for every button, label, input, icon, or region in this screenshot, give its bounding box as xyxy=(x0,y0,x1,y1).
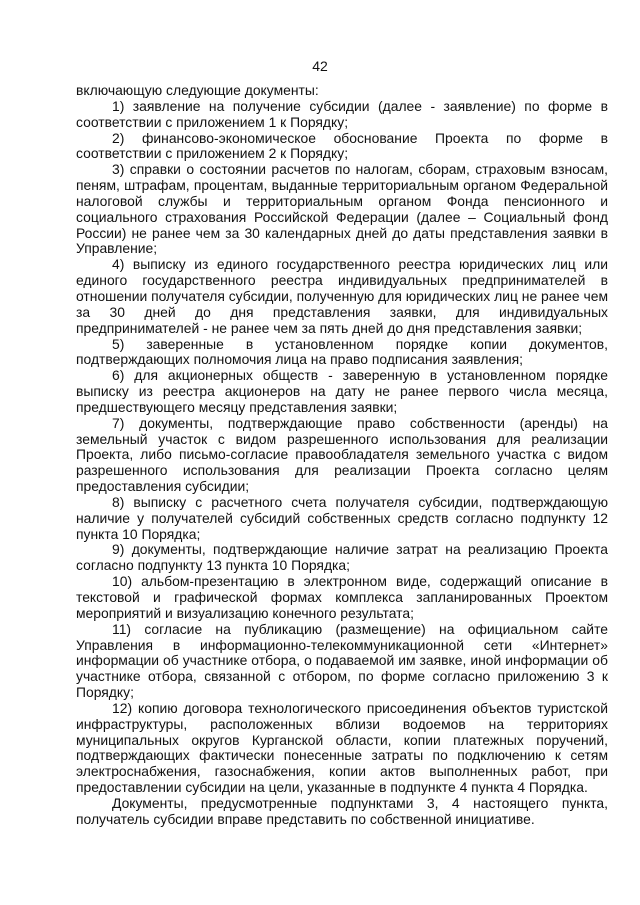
list-item-7: 7) документы, подтверждающие право собственности (аренды) на земельный участок с видом разрешенного использования для реализации Проекта, либо письмо-согласие правообладателя земельного участка с видом разрешенного использования для реализации Проекта согласно целям предоставления субсидии; xyxy=(76,414,608,495)
list-item-6: 6) для акционерных обществ - заверенную в установленном порядке выписку из реестра акционеров на дату не ранее первого числа месяца, предшествующего месяцу представления заявки; xyxy=(76,367,608,415)
list-item-2: 2) финансово-экономическое обоснование Проекта по форме в соответствии с приложением 2 к Порядку; xyxy=(76,129,608,162)
page-number: 42 xyxy=(312,58,328,74)
closing-paragraph: Документы, предусмотренные подпунктами 3, 4 настоящего пункта, получатель субсидии вправе представить по собственной инициативе. xyxy=(76,794,608,827)
list-item-9: 9) документы, подтверждающие наличие затрат на реализацию Проекта согласно подпункту 13 пункта 10 Порядка; xyxy=(76,541,608,574)
list-item-11: 11) согласие на публикацию (размещение) на официальном сайте Управления в информационно-телекоммуникационной сети «Интернет» информации об участнике отбора, о подаваемой им заявке, иной информации об участнике отбора, связанной с отбором, по форме согласно приложению 3 к Порядку; xyxy=(76,620,608,701)
list-item-5: 5) заверенные в установленном порядке копии документов, подтверждающих полномочия лица на право подписания заявления; xyxy=(76,335,608,368)
list-item-3: 3) справки о состоянии расчетов по налогам, сборам, страховым взносам, пеням, штрафам, процентам, выданные территориальным органом Федеральной налоговой службы и территориальным органом Фонда пенсионного и социального страхования Российской Федерации (далее – Социальный фонд России) не ранее чем за 30 календарных дней до даты представления заявки в Управление; xyxy=(76,161,608,257)
body-text xyxy=(76,83,608,828)
list-item-10: 10) альбом-презентацию в электронном виде, содержащий описание в текстовой и графической формах комплекса запланированных Проектом мероприятий и визуализацию конечного результата; xyxy=(76,573,608,621)
list-item-4: 4) выписку из единого государственного реестра юридических лиц или единого государственного реестра индивидуальных предпринимателей в отношении получателя субсидии, полученную для юридических лиц не ранее чем за 30 дней до дня представления заявки, для индивидуальных предпринимателей - не ранее чем за пять дней до дня представления заявки; xyxy=(76,256,608,336)
list-item-8: 8) выписку с расчетного счета получателя субсидии, подтверждающую наличие у получателей субсидий собственных средств согласно подпункту 12 пункта 10 Порядка; xyxy=(76,493,608,542)
list-item-12: 12) копию договора технологического присоединения объектов туристской инфраструктуры, расположенных вблизи водоемов на территориях муниципальных округов Курганской области, копии платежных поручений, подтверждающих фактически понесенные затраты по подключению к сетям электроснабжения, газоснабжения, копии актов выполненных работ, при предоставлении субсидии на цели, указанные в подпункте 4 пункта 4 Порядка. xyxy=(76,699,608,796)
list-item-1: 1) заявление на получение субсидии (далее - заявление) по форме в соответствии с приложением 1 к Порядку; xyxy=(76,97,608,130)
intro-paragraph: включающую следующие документы: xyxy=(76,82,319,98)
